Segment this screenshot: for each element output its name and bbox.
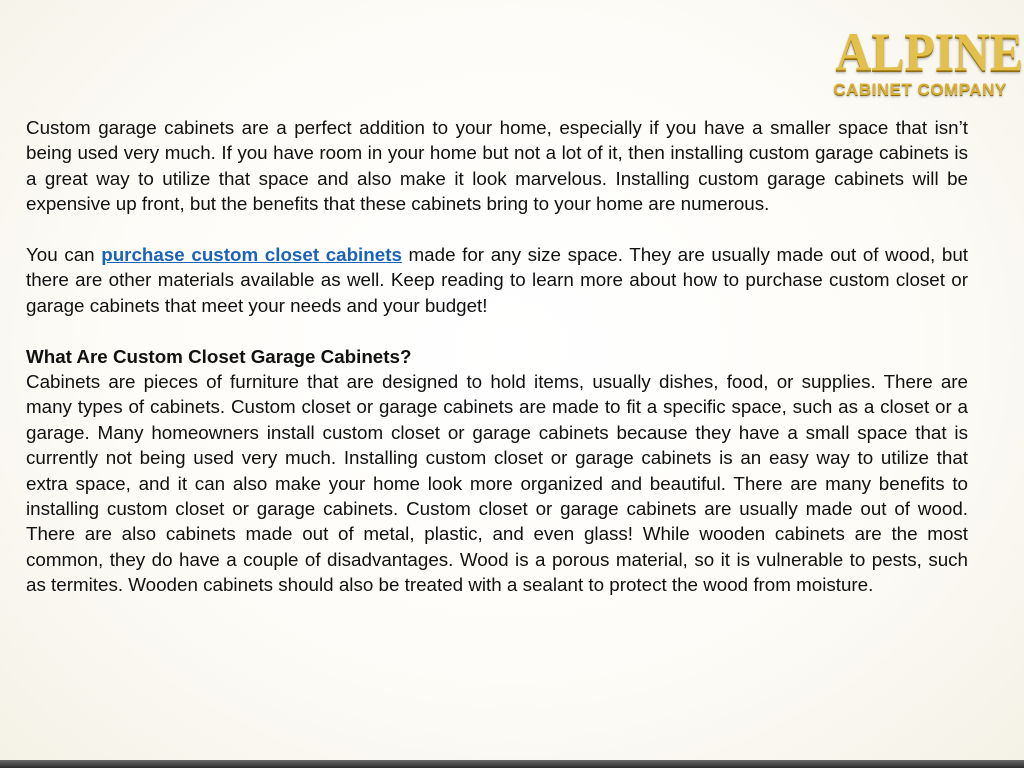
article-body xyxy=(26,115,968,598)
logo-tagline: CABINET COMPANY xyxy=(833,80,1007,99)
section-paragraph: Cabinets are pieces of furniture that are designed to hold items, usually dishes, food, or supplies. There are many types of cabinets. Custom closet or garage cabinets are made to fit a specific space, such as a closet or a garage. Many homeowners install custom closet or garage cabinets because they have a small space that is currently not being used very much. Installing custom closet or garage cabinets is an easy way to utilize that extra space, and it can also make your home look more organized and beautiful. There are many benefits to installing custom closet or garage cabinets. Custom closet or garage cabinets are usually made out of wood. There are also cabinets made out of metal, plastic, and even glass! While wooden cabinets are the most common, they do have a couple of disadvantages. Wood is a porous material, so it is vulnerable to pests, such as termites. Wooden cabinets should also be treated with a sealant to protect the wood from moisture. xyxy=(26,371,968,596)
purchase-text-before: You can xyxy=(26,244,102,266)
section-heading: What Are Custom Closet Garage Cabinets? xyxy=(26,345,412,367)
bottom-divider-bar xyxy=(0,760,1024,768)
logo-wordmark: ALPINE xyxy=(835,22,1024,82)
intro-paragraph: Custom garage cabinets are a perfect addition to your home, especially if you have a smaller space that isn’t being used very much. If you have room in your home but not a lot of it, then installing custom garage cabinets is a great way to utilize that space and also make it look marvelous. Installing custom garage cabinets will be expensive up front, but the benefits that these cabinets bring to your home are numerous. xyxy=(26,117,968,215)
purchase-custom-closet-cabinets-link[interactable]: purchase custom closet cabinets xyxy=(101,244,402,266)
purchase-paragraph xyxy=(26,242,968,318)
company-logo xyxy=(828,22,1024,112)
purchase-text-after: made for any size space. They are usually made out of wood, but there are other materials available as well. Keep reading to learn more about how to purchase custom closet or garage cabinets that meet your needs and your budget! xyxy=(26,244,968,316)
